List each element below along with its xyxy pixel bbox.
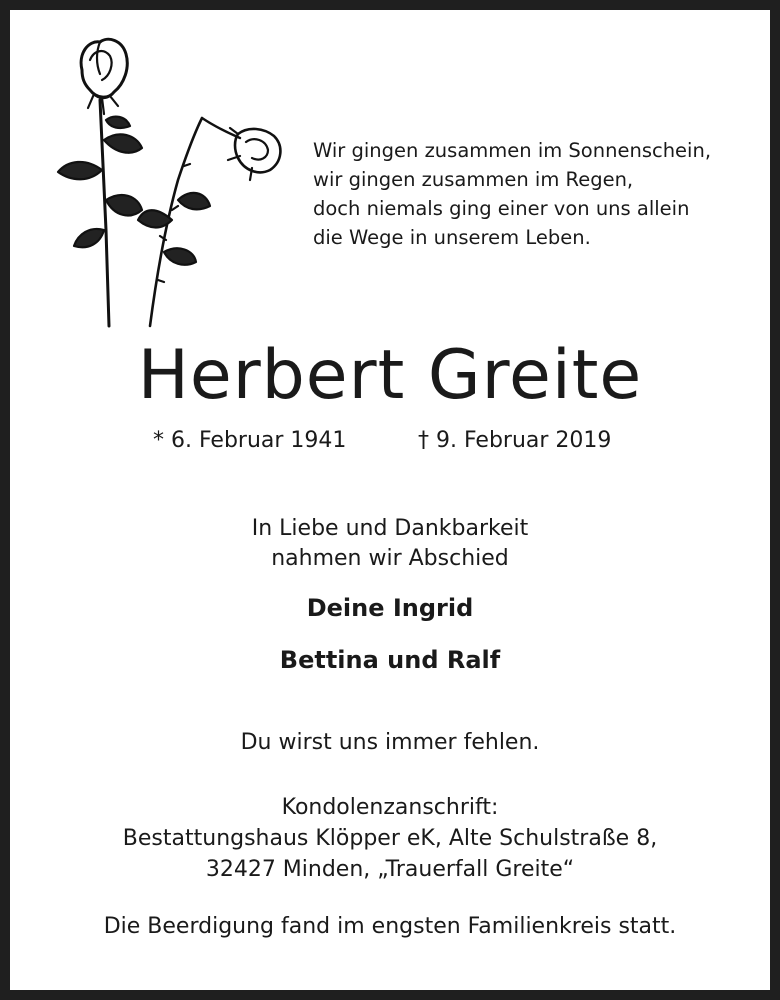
signature-bettina-ralf: Bettina und Ralf	[279, 646, 501, 674]
condolence-address	[0, 792, 780, 885]
farewell-line-2: nahmen wir Abschied	[271, 546, 509, 571]
signature-ingrid: Deine Ingrid	[306, 594, 474, 622]
condolence-line-1: Bestattungshaus Klöpper eK, Alte Schulstraße 8,	[122, 826, 658, 851]
condolence-line-2: 32427 Minden, „Trauerfall Greite“	[205, 857, 575, 882]
farewell-line-1: In Liebe und Dankbarkeit	[251, 516, 529, 541]
poem-text: Wir gingen zusammen im Sonnenschein, wir gingen zusammen im Regen, doch niemals ging einer von uns allein die Wege in unserem Leben.	[313, 139, 712, 249]
birth-date: * 6. Februar 1941	[153, 428, 347, 453]
closing-line: Du wirst uns immer fehlen.	[240, 730, 540, 755]
roses-illustration	[38, 30, 298, 330]
condolence-heading: Kondolenzanschrift:	[281, 795, 499, 820]
funeral-note: Die Beerdigung fand im engsten Familienkreis statt.	[103, 914, 677, 939]
deceased-name: Herbert Greite	[137, 336, 643, 415]
death-date: † 9. Februar 2019	[418, 428, 612, 453]
farewell-text	[0, 514, 780, 574]
